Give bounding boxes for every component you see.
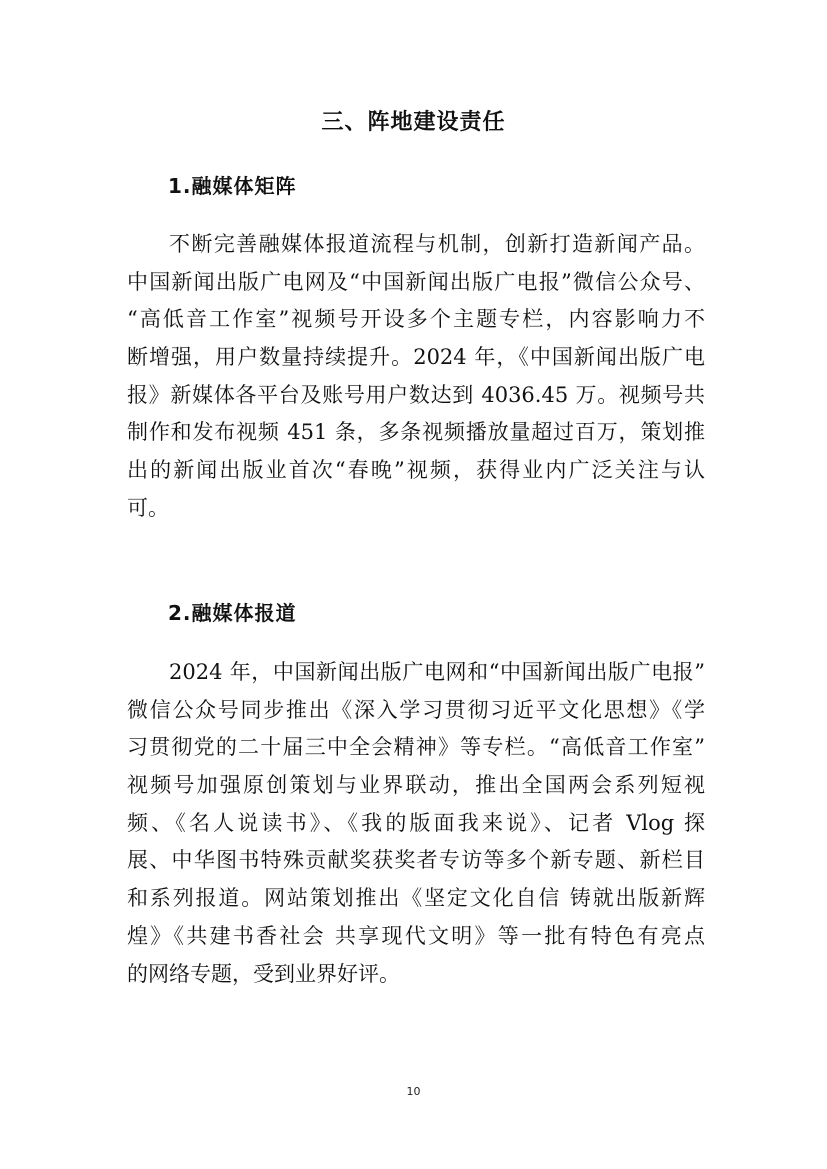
paragraph-line: 展、中华图书特殊贡献奖获奖者专访等多个新专题、新栏目	[127, 848, 705, 873]
paragraph-line: 习贯彻党的二十届三中全会精神》等专栏。“高低音工作室”	[127, 735, 705, 760]
paragraph-line: 可。	[127, 495, 169, 520]
paragraph-line: 制作和发布视频 451 条，多条视频播放量超过百万，策划推	[127, 420, 705, 445]
paragraph-line: 煌》《共建书香社会 共享现代文明》等一批有特色有亮点	[127, 923, 705, 948]
subsection-heading-reporting: 2.融媒体报道	[168, 601, 297, 625]
paragraph-line: 微信公众号同步推出《深入学习贯彻习近平文化思想》《学	[127, 697, 705, 722]
section-title: 三、阵地建设责任	[321, 110, 506, 135]
paragraph-line: 频、《名人说读书》、《我的版面我来说》、记者 Vlog 探	[127, 810, 705, 835]
paragraph-line: 出的新闻出版业首次“春晚”视频，获得业内广泛关注与认	[127, 458, 705, 483]
paragraph-reporting	[127, 654, 705, 993]
paragraph-line: 和系列报道。网站策划推出《坚定文化自信 铸就出版新辉	[127, 886, 705, 911]
paragraph-line: “高低音工作室”视频号开设多个主题专栏，内容影响力不	[127, 307, 705, 332]
paragraph-line: 断增强，用户数量持续提升。2024 年，《中国新闻出版广电	[127, 345, 705, 370]
paragraph-line: 视频号加强原创策划与业界联动，推出全国两会系列短视	[127, 773, 705, 798]
page-number: 10	[406, 1085, 421, 1098]
paragraph-line: 不断完善融媒体报道流程与机制，创新打造新闻产品。	[169, 232, 705, 256]
paragraph-matrix	[127, 226, 705, 528]
paragraph-line: 的网络专题，受到业界好评。	[127, 961, 400, 986]
subsection-heading-matrix: 1.融媒体矩阵	[168, 174, 297, 198]
paragraph-line: 报》新媒体各平台及账号用户数达到 4036.45 万。视频号共	[127, 382, 705, 407]
paragraph-line: 中国新闻出版广电网及“中国新闻出版广电报”微信公众号、	[127, 269, 705, 294]
paragraph-line: 2024 年，中国新闻出版广电网和“中国新闻出版广电报”	[169, 660, 705, 684]
